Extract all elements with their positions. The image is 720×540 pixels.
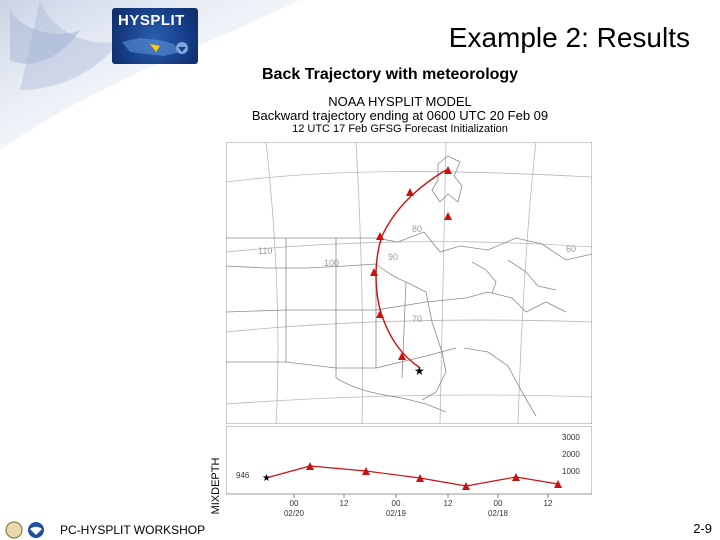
map-label-100: 100	[324, 258, 340, 268]
time-tick-date: 02/20	[283, 509, 305, 518]
height-tick-2000: 2000	[562, 450, 580, 459]
map-label-110: 110	[258, 246, 273, 256]
height-tick-3000: 3000	[562, 433, 580, 442]
start-height-label: 946	[236, 471, 250, 480]
map-label-70: 70	[412, 314, 423, 324]
figure-header-line1: NOAA HYSPLIT MODEL	[328, 94, 472, 109]
figure-header-line2: Backward trajectory ending at 0600 UTC 20 Feb 09	[251, 108, 549, 123]
trajectory-map	[226, 142, 592, 424]
map-label-90: 90	[388, 252, 399, 262]
time-tick-hour: 12	[443, 499, 453, 508]
footer-text: PC-HYSPLIT WORKSHOP	[60, 523, 206, 537]
mixdepth-label: MIXDEPTH	[210, 457, 222, 515]
logo-map-graphic	[120, 34, 192, 60]
height-tick-1000: 1000	[562, 467, 580, 476]
slide-title: Example 2: Results	[448, 22, 690, 53]
figure-header-line3: 12 UTC 17 Feb GFSG Forecast Initialization	[292, 123, 508, 135]
trajectory-figure	[206, 92, 594, 520]
time-tick-hour: 00	[493, 499, 503, 508]
page-number: 2-9	[693, 521, 712, 536]
hysplit-logo	[112, 8, 198, 64]
slide-subtitle: Back Trajectory with meteorology	[262, 66, 519, 83]
time-tick-hour: 00	[289, 499, 299, 508]
mixdepth-panel	[226, 426, 592, 520]
source-star-icon-small: ★	[262, 473, 271, 484]
map-label-60: 60	[566, 244, 577, 254]
time-tick-hour: 12	[543, 499, 553, 508]
time-tick-date: 02/18	[487, 509, 509, 518]
doc-seal-icon	[6, 522, 22, 538]
time-tick-hour: 00	[391, 499, 401, 508]
map-label-80: 80	[412, 224, 423, 234]
time-tick-date: 02/19	[385, 509, 407, 518]
source-star-icon: ★	[414, 364, 425, 378]
footer-logos	[4, 520, 52, 540]
logo-text: HYSPLIT	[118, 12, 185, 29]
time-tick-hour: 12	[339, 499, 349, 508]
